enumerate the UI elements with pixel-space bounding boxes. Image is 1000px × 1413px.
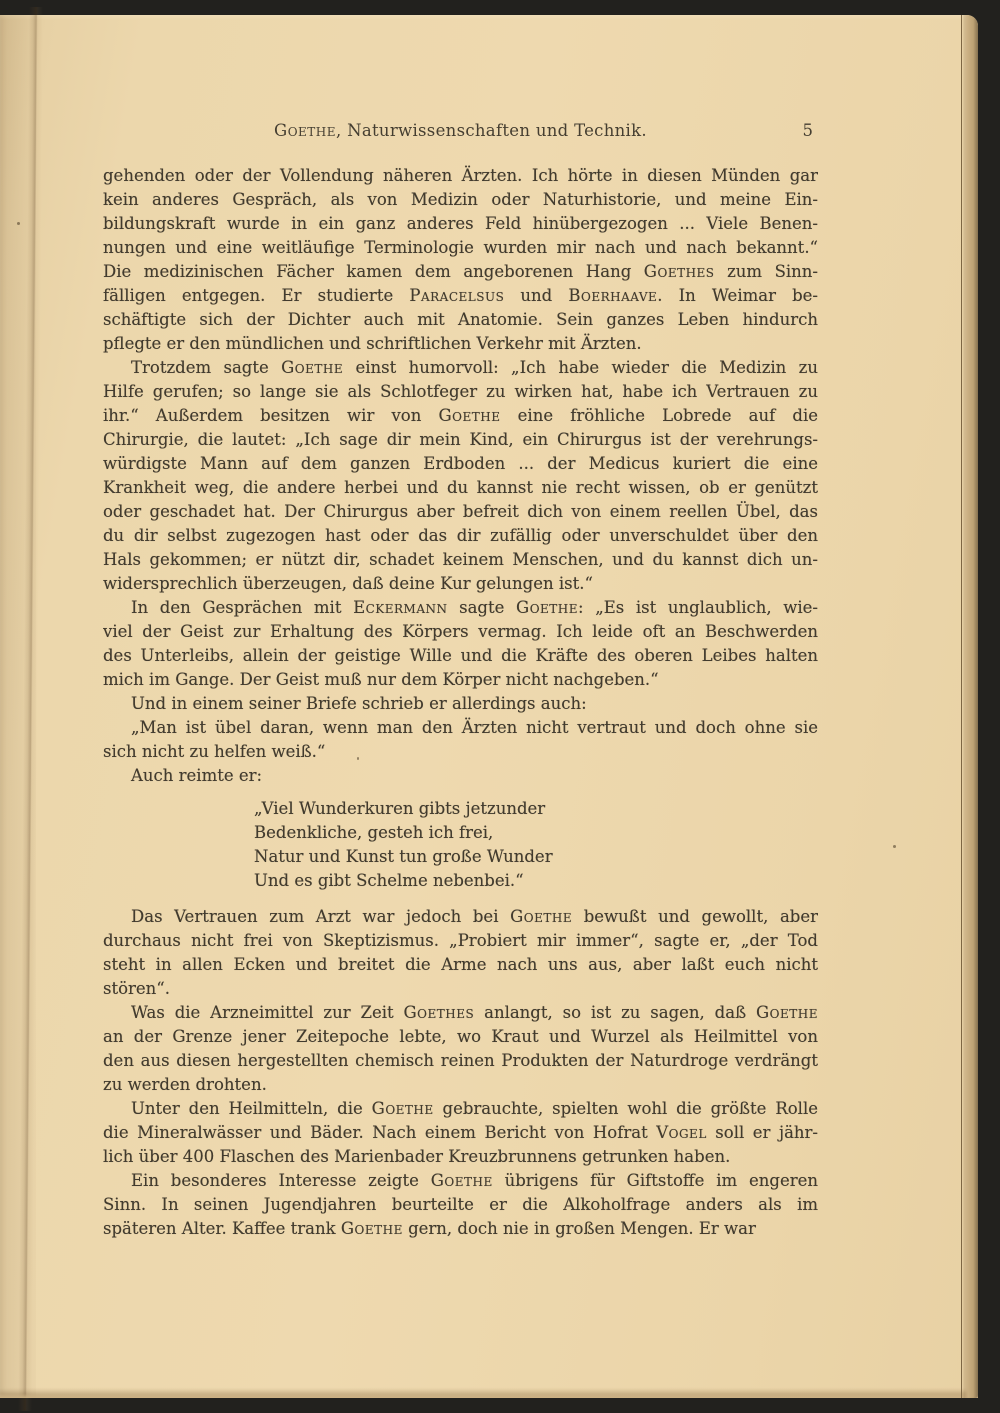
paragraph bbox=[103, 1169, 818, 1241]
text-line bbox=[103, 1049, 818, 1073]
text-line bbox=[103, 524, 818, 548]
small-caps-name: Goethe bbox=[371, 1099, 434, 1118]
text-line bbox=[103, 380, 818, 404]
poem bbox=[254, 797, 818, 893]
text-line bbox=[103, 1169, 818, 1193]
text-run: mich im Gange. Der Geist muß nur dem Körper nicht nachgeben.“ bbox=[103, 670, 659, 689]
text-line bbox=[103, 1073, 818, 1097]
text-run: : „Es ist unglaublich, wie- bbox=[578, 598, 818, 617]
text-line bbox=[254, 845, 818, 869]
paragraph bbox=[103, 356, 818, 596]
text-line bbox=[103, 260, 818, 284]
text-line bbox=[103, 500, 818, 524]
text-line bbox=[103, 953, 818, 977]
text-line bbox=[103, 716, 818, 740]
paragraph bbox=[103, 596, 818, 692]
text-run: den aus diesen hergestellten chemisch reinen Produkten der Naturdroge verdrängt bbox=[103, 1051, 818, 1070]
text-line bbox=[103, 428, 818, 452]
text-run: „Viel Wunderkuren gibts jetzunder bbox=[254, 799, 546, 818]
text-run: späteren Alter. Kaffee trank bbox=[103, 1219, 341, 1238]
text-run: übrigens für Giftstoffe im engeren bbox=[492, 1171, 818, 1190]
text-line bbox=[254, 869, 818, 893]
text-run: sich nicht zu helfen weiß.“ bbox=[103, 742, 326, 761]
text-run: fälligen entgegen. Er studierte bbox=[103, 286, 410, 305]
small-caps-name: Vogel bbox=[656, 1123, 707, 1142]
text-line bbox=[103, 476, 818, 500]
text-run: widersprechlich überzeugen, daß deine Kur gelungen ist.“ bbox=[103, 574, 593, 593]
small-caps-name: Goethe bbox=[755, 1003, 818, 1022]
text-run: Und in einem seiner Briefe schrieb er allerdings auch: bbox=[131, 694, 587, 713]
text-run: bewußt und gewollt, aber bbox=[572, 907, 818, 926]
small-caps-name: Paracelsus bbox=[409, 286, 505, 305]
text-run: die Mineralwässer und Bäder. Nach einem Bericht von Hofrat bbox=[103, 1123, 657, 1142]
text-run: „Man ist übel daran, wenn man den Ärzten nicht vertraut und doch ohne sie bbox=[131, 718, 818, 737]
small-caps-name: Goethe bbox=[430, 1171, 493, 1190]
text-run: Hals gekommen; er nützt dir, schadet keinem Menschen, und du kannst dich un- bbox=[103, 550, 818, 569]
text-line bbox=[103, 764, 818, 788]
text-run: gehenden oder der Vollendung näheren Ärzten. Ich hörte in diesen Münden gar bbox=[103, 166, 818, 185]
text-run: Das Vertrauen zum Arzt war jedoch bei bbox=[131, 907, 511, 926]
text-line bbox=[103, 929, 818, 953]
text-run: gebrauchte, spielten wohl die größte Rolle bbox=[433, 1099, 818, 1118]
text-run: einst humorvoll: „Ich habe wieder die Medizin zu bbox=[343, 358, 818, 377]
text-run: ihr.“ Außerdem besitzen wir von bbox=[103, 406, 439, 425]
text-run: eine fröhliche Lobrede auf die bbox=[500, 406, 818, 425]
text-line bbox=[103, 740, 818, 764]
text-line bbox=[103, 977, 818, 1001]
paragraph bbox=[103, 716, 818, 764]
text-run: In den Gesprächen mit bbox=[131, 598, 354, 617]
text-run: Unter den Heilmitteln, die bbox=[131, 1099, 372, 1118]
small-caps-name: Goethe bbox=[510, 907, 573, 926]
text-run: . In Weimar be- bbox=[657, 286, 818, 305]
text-line bbox=[103, 308, 818, 332]
book-page bbox=[0, 15, 978, 1398]
text-run: oder geschadet hat. Der Chirurgus aber befreit dich von einem reellen Übel, das bbox=[103, 502, 818, 521]
paragraph bbox=[103, 764, 818, 788]
small-caps-name: Eckermann bbox=[353, 598, 448, 617]
paragraph bbox=[103, 164, 818, 356]
text-run: des Unterleibs, allein der geistige Wille und die Kräfte des oberen Leibes halten bbox=[103, 646, 818, 665]
page-number: 5 bbox=[802, 121, 813, 140]
text-line bbox=[103, 1097, 818, 1121]
text-run: bildungskraft wurde in ein ganz anderes Feld hinübergezogen ... Viele Benen- bbox=[103, 214, 818, 233]
text-line bbox=[103, 620, 818, 644]
text-run: schäftigte sich der Dichter auch mit Anatomie. Sein ganzes Leben hindurch bbox=[103, 310, 818, 329]
text-run: viel der Geist zur Erhaltung des Körpers vermag. Ich leide oft an Beschwerden bbox=[103, 622, 818, 641]
small-caps-name: Boerhaave bbox=[568, 286, 658, 305]
page-bottom-edge bbox=[0, 1388, 978, 1398]
text-run: du dir selbst zugezogen hast oder das dir zufällig oder unverschuldet über den bbox=[103, 526, 818, 545]
text-line bbox=[103, 1193, 818, 1217]
text-run: Natur und Kunst tun große Wunder bbox=[254, 847, 553, 866]
text-run: zu werden drohten. bbox=[103, 1075, 267, 1094]
running-title bbox=[103, 121, 818, 140]
small-caps-name: Goethe bbox=[274, 121, 337, 140]
text-line bbox=[103, 212, 818, 236]
text-line bbox=[103, 1001, 818, 1025]
text-run: kein anderes Gespräch, als von Medizin oder Naturhistorie, und meine Ein- bbox=[103, 190, 818, 209]
text-line bbox=[103, 572, 818, 596]
paragraph bbox=[103, 692, 818, 716]
text-run: lich über 400 Flaschen des Marienbader Kreuzbrunnens getrunken haben. bbox=[103, 1147, 731, 1166]
text-run: Chirurgie, die lautet: „Ich sage dir mein Kind, ein Chirurgus ist der verehrungs- bbox=[103, 430, 818, 449]
text-line bbox=[103, 452, 818, 476]
text-line bbox=[103, 404, 818, 428]
text-run: Ein besonderes Interesse zeigte bbox=[131, 1171, 431, 1190]
text-run: Krankheit weg, die andere herbei und du kannst nie recht wissen, ob er genützt bbox=[103, 478, 818, 497]
text-line bbox=[103, 644, 818, 668]
text-run: gern, doch nie in großen Mengen. Er war bbox=[402, 1219, 756, 1238]
text-line bbox=[103, 905, 818, 929]
text-run: Hilfe gerufen; so lange sie als Schlotfeger zu wirken hat, habe ich Vertrauen zu bbox=[103, 382, 818, 401]
text-run: und bbox=[504, 286, 569, 305]
text-run: zum Sinn- bbox=[714, 262, 818, 281]
text-line bbox=[103, 548, 818, 572]
text-line bbox=[103, 284, 818, 308]
text-run: an der Grenze jener Zeitepoche lebte, wo Kraut und Wurzel als Heilmittel von bbox=[103, 1027, 818, 1046]
page-body bbox=[103, 164, 818, 1241]
text-run: Sinn. In seinen Jugendjahren beurteilte er die Alkoholfrage anders als im bbox=[103, 1195, 818, 1214]
text-line bbox=[103, 1121, 818, 1145]
text-line bbox=[254, 821, 818, 845]
small-caps-name: Goethe bbox=[340, 1219, 403, 1238]
paragraph bbox=[103, 1097, 818, 1169]
text-run: Und es gibt Schelme nebenbei.“ bbox=[254, 871, 524, 890]
text-line bbox=[103, 1217, 818, 1241]
text-run: nungen und eine weitläufige Terminologie wurden mir nach und nach bekannt.“ bbox=[103, 238, 818, 257]
paragraph bbox=[103, 905, 818, 1001]
text-line bbox=[103, 668, 818, 692]
small-caps-name: Goethe bbox=[516, 598, 579, 617]
page-stack-edge bbox=[961, 15, 978, 1398]
paper-speck bbox=[17, 222, 20, 225]
small-caps-name: Goethe bbox=[281, 358, 344, 377]
text-run: Trotzdem sagte bbox=[131, 358, 282, 377]
text-line bbox=[103, 596, 818, 620]
small-caps-name: Goethe bbox=[438, 406, 501, 425]
text-run: Die medizinischen Fächer kamen dem angeborenen Hang bbox=[103, 262, 644, 281]
text-line bbox=[103, 356, 818, 380]
text-line bbox=[103, 188, 818, 212]
text-line bbox=[103, 1025, 818, 1049]
text-run: Auch reimte er: bbox=[131, 766, 263, 785]
small-caps-name: Goethes bbox=[643, 262, 715, 281]
paragraph bbox=[103, 1001, 818, 1097]
text-line bbox=[103, 164, 818, 188]
text-line bbox=[103, 1145, 818, 1169]
text-run: sagte bbox=[447, 598, 517, 617]
page-header bbox=[103, 121, 818, 143]
text-run: steht in allen Ecken und breitet die Arme nach uns aus, aber laßt euch nicht bbox=[103, 955, 818, 974]
text-run: stören“. bbox=[103, 979, 170, 998]
text-run: , Naturwissenschaften und Technik. bbox=[336, 121, 647, 140]
text-line bbox=[103, 236, 818, 260]
text-run: durchaus nicht frei von Skeptizismus. „Probiert mir immer“, sagte er, „der Tod bbox=[103, 931, 818, 950]
small-caps-name: Goethes bbox=[403, 1003, 475, 1022]
paper-speck bbox=[357, 757, 359, 760]
text-run: pflegte er den mündlichen und schriftlichen Verkehr mit Ärzten. bbox=[103, 334, 642, 353]
text-run: würdigste Mann auf dem ganzen Erdboden ... der Medicus kuriert die eine bbox=[103, 454, 818, 473]
text-run: soll er jähr- bbox=[706, 1123, 818, 1142]
text-run: Was die Arzneimittel zur Zeit bbox=[131, 1003, 404, 1022]
text-line bbox=[103, 692, 818, 716]
text-line bbox=[103, 332, 818, 356]
text-run: anlangt, so ist zu sagen, daß bbox=[474, 1003, 756, 1022]
text-run: Bedenkliche, gesteh ich frei, bbox=[254, 823, 494, 842]
text-line bbox=[254, 797, 818, 821]
paper-speck bbox=[893, 845, 896, 848]
